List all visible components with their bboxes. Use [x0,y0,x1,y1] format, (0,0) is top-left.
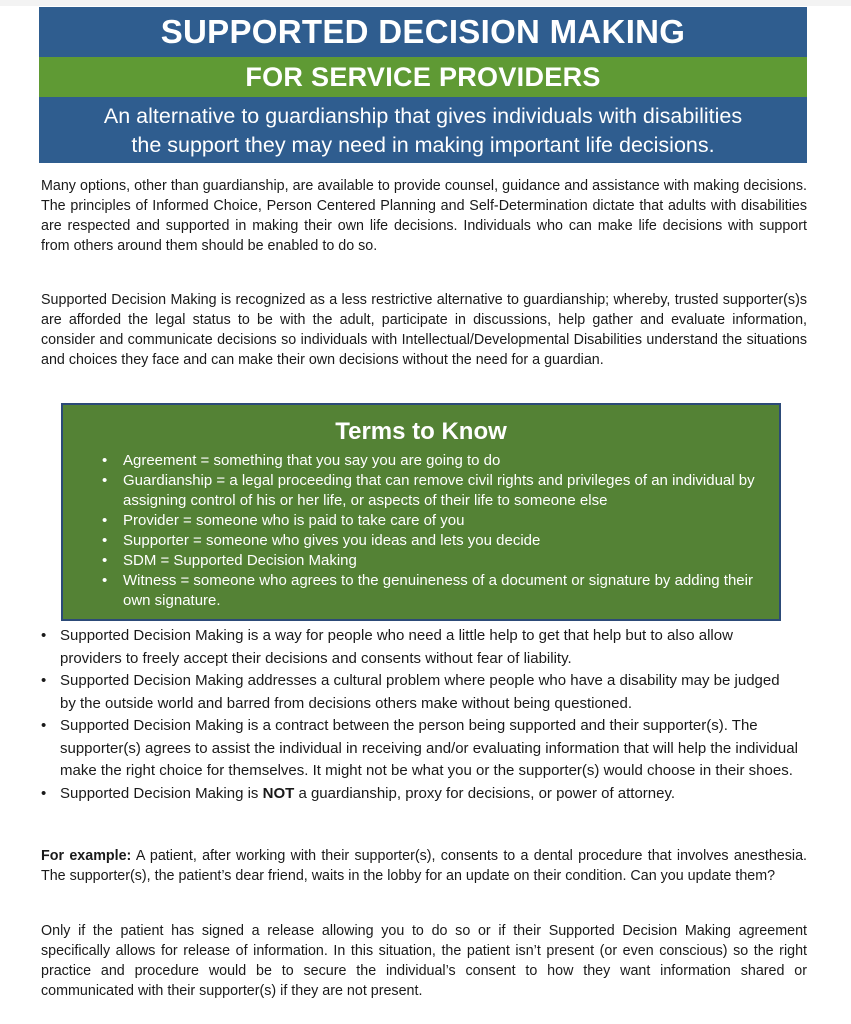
term-sdm: • SDM = Supported Decision Making [123,551,769,571]
terms-list [63,451,779,611]
key-point-2: • Supported Decision Making addresses a cultural problem where people who have a disability may be judged by the outside world and barred from decisions others make without being questioned. [38,670,798,715]
document-subtitle: FOR SERVICE PROVIDERS [39,57,807,97]
key-point-3: • Supported Decision Making is a contract between the person being supported and their supporter(s). The supporter(s) agrees to assist the individual in receiving and/or evaluating information that will help the individual make the right choice for themselves. It might not be what you or the supporter(s) would choose in their shoes. [38,715,798,783]
key-point-4-emphasis: NOT [262,784,295,802]
term-provider: • Provider = someone who is paid to take care of you [123,511,769,531]
tagline-line-1: An alternative to guardianship that gives individuals with disabilities [103,104,743,128]
key-point-4-before: Supported Decision Making is [60,784,263,802]
example-answer-paragraph: Only if the patient has signed a release allowing you to do so or if their Supported Decision Making agreement specifically allows for release of information. In this situation, the patient isn’t present (or even conscious) so the right practice and procedure would be to secure the individual’s consent to how they want information shared or communicated with their supporter(s) if they are not present. [41,923,807,999]
terms-title: Terms to Know [335,418,507,445]
key-point-4-after: a guardianship, proxy for decisions, or power of attorney. [294,784,676,802]
intro-paragraph-2: Supported Decision Making is recognized as a less restrictive alternative to guardianship; whereby, trusted supporter(s)s are afforded the legal status to be with the adult, participate in discussions, help gather and evaluate information, consider and communicate decisions so individuals with Intellectual/Developmental Disabilities understand the situations and choices they face and can make their own decisions without the need for a guardian. [41,292,807,368]
key-point-4 [38,783,798,806]
intro-paragraph-1: Many options, other than guardianship, are available to provide counsel, guidance and assistance with making decisions. The principles of Informed Choice, Person Centered Planning and Self-Determination dictate that adults with disabilities are respected and supported in making their own life decisions. Individuals who can make life decisions with support from others around them should be enabled to do so. [41,178,807,254]
key-points-list [38,625,798,805]
example-text: A patient, after working with their supporter(s), consents to a dental procedure that involves anesthesia. The supporter(s), the patient’s dear friend, waits in the lobby for an update on their condition. Can you update them? [41,848,807,884]
term-guardianship: • Guardianship = a legal proceeding that can remove civil rights and privileges of an individual by assigning control of his or her life, or aspects of their life to someone else [123,471,769,511]
term-witness: • Witness = someone who agrees to the genuineness of a document or signature by adding their own signature. [123,571,769,611]
term-supporter: • Supporter = someone who gives you ideas and lets you decide [123,531,769,551]
example-paragraph [41,846,807,886]
term-agreement: • Agreement = something that you say you are going to do [123,451,769,471]
page-top-edge [0,0,851,6]
document-tagline [39,97,807,163]
terms-box [61,403,781,621]
tagline-line-2: the support they may need in making important life decisions. [131,133,715,157]
key-point-1: • Supported Decision Making is a way for people who need a little help to get that help but to also allow providers to freely accept their decisions and consents without fear of liability. [38,625,798,670]
example-label: For example: [41,848,132,864]
document-title: SUPPORTED DECISION MAKING [39,7,807,57]
